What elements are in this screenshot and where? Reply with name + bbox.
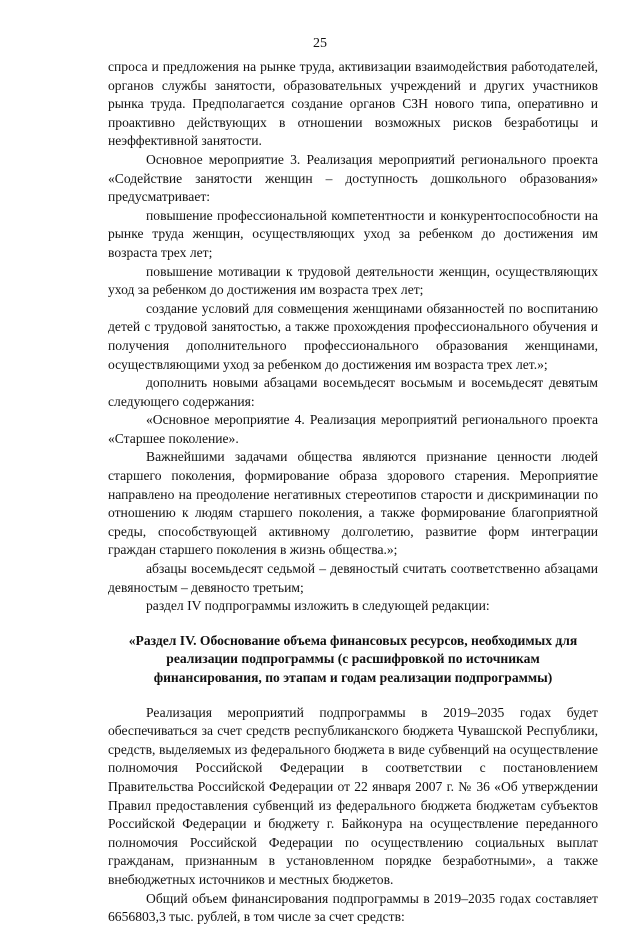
page-number: 25	[313, 36, 327, 51]
paragraph: Основное мероприятие 3. Реализация мероприятий регионального проекта «Содействие занятости женщин – доступность дошкольного образования» предусматривает:	[108, 151, 598, 205]
paragraph: дополнить новыми абзацами восемьдесят восьмым и восемьдесят девятым следующего содержания:	[108, 375, 598, 409]
section-heading: «Раздел IV. Обоснование объема финансовых ресурсов, необходимых для реализации подпрограммы (с расшифровкой по источникам финансирования, по этапам и годам реализации подпрограммы)	[128, 632, 578, 685]
paragraph: Важнейшими задачами общества являются признание ценности людей старшего поколения, формирование образа здорового старения. Мероприятие направлено на преодоление негативных стереотипов старости и дискриминации по отношению к людям старшего поколения, а также формирование благоприятной среды, способствующей активному долголетию, развитие форм интеграции граждан старшего поколения в жизнь общества.»;	[108, 449, 598, 558]
paragraph: «Основное мероприятие 4. Реализация мероприятий регионального проекта «Старшее поколение».	[108, 412, 598, 446]
paragraph: раздел IV подпрограммы изложить в следующей редакции:	[146, 598, 490, 614]
paragraph: Реализация мероприятий подпрограммы в 2019–2035 годах будет обеспечиваться за счет средств республиканского бюджета Чувашской Республики, средств, выделяемых из федерального бюджета в виде субвенций на осуществление полномочия Российской Федерации в соответствии с постановлением Правительства Российской Федерации от 22 января 2007 г. № 36 «Об утверждении Правил предоставления субвенций из федерального бюджета бюджетам субъектов Российской Федерации и бюджету г. Байконура на осуществление переданного полномочия Российской Федерации по осуществлению социальных выплат гражданам, признанным в установленном порядке безработными», а также внебюджетных источников и местных бюджетов.	[108, 704, 598, 887]
paragraph: создание условий для совмещения женщинами обязанностей по воспитанию детей с трудовой занятостью, а также прохождения профессионального обучения и получения дополнительного профессионального образования женщинами, осуществляющими уход за ребенком до достижения им возраста трех лет.»;	[108, 300, 598, 372]
document-body	[108, 58, 598, 927]
paragraph: абзацы восемьдесят седьмой – девяностый считать соответственно абзацами девяностым – девяносто третьим;	[108, 561, 598, 595]
paragraph: Общий объем финансирования подпрограммы в 2019–2035 годах составляет 6656803,3 тыс. рублей, в том числе за счет средств:	[108, 890, 598, 925]
paragraph: повышение профессиональной компетентности и конкурентоспособности на рынке труда женщин, осуществляющих уход за ребенком до достижения им возраста трех лет;	[108, 207, 598, 260]
paragraph: спроса и предложения на рынке труда, активизации взаимодействия работодателей, органов службы занятости, образовательных учреждений и других участников рынка труда. Предполагается создание органов СЗН нового типа, оперативно и проактивно действующих в отношении возможных рисков безработицы и неэффективной занятости.	[108, 59, 598, 149]
paragraph: повышение мотивации к трудовой деятельности женщин, осуществляющих уход за ребенком до достижения им возраста трех лет;	[108, 263, 598, 298]
